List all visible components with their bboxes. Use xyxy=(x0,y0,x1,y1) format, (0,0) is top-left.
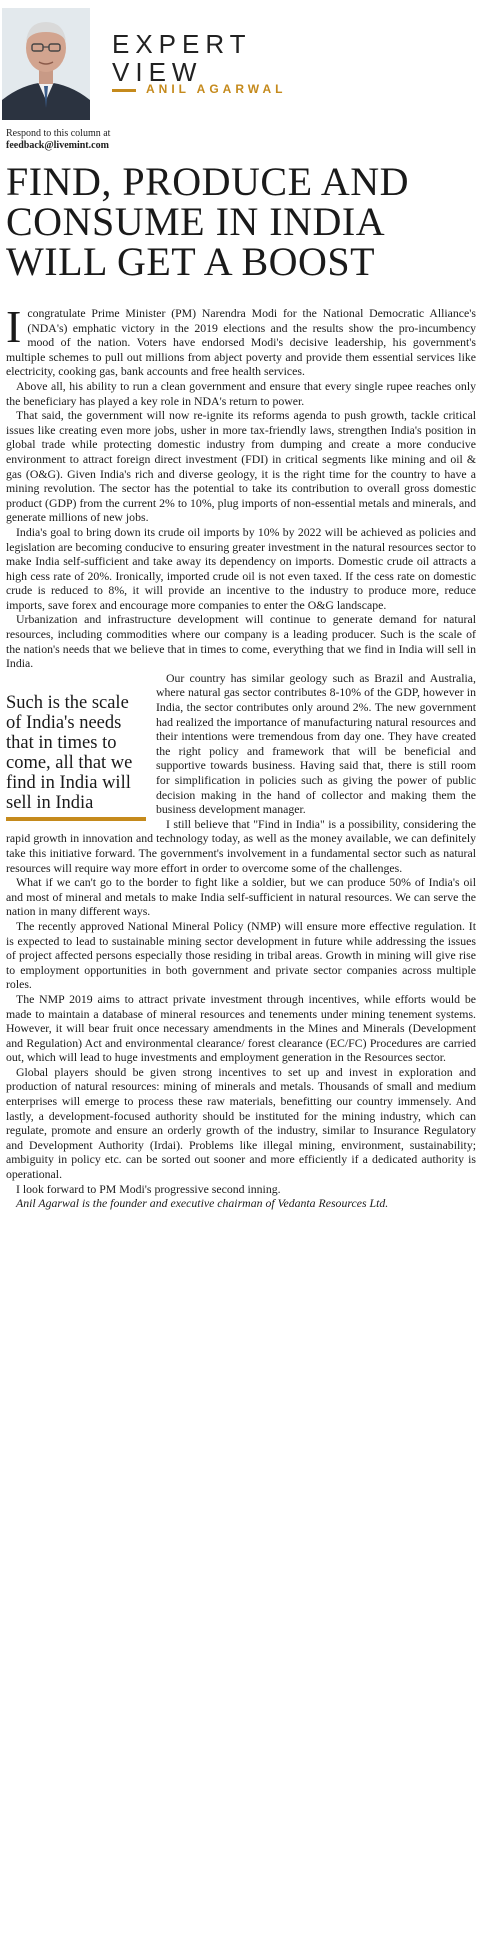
article-paragraph: India's goal to bring down its crude oil imports by 10% by 2022 will be achieved as policies and legislation are becoming conducive to ensuring greater investment in the natural resources sector to make India self-sufficient and take away its dependency on imports. Domestic crude oil attracts a high cess rate of 20%. Ironically, imported crude oil is not even taxed. If the cess rate on domestic crude is reduced to 8%, it will provide an incentive to the industry to produce more, reduce imports, save forex and encourage more companies to enter the O&G landscape. xyxy=(6,524,476,612)
author-portrait-icon xyxy=(2,8,90,120)
article-paragraph: That said, the government will now re-ignite its reforms agenda to push growth, tackle critical issues like creating even more jobs, usher in more tax-friendly laws, strengthen India's position in global trade while protecting domestic industry from dumping and create a more conducive environment to attract foreign direct investment (FDI) in critical segments like mining and oil & gas (O&G). Given India's rich and diverse geology, it is the right time for the country to have a mining revolution. The sector has the potential to take its contribution to overall gross domestic product (GDP) from the current 2% to 10%, plug imports of non-essential metals and minerals, and generate millions of new jobs. xyxy=(6,408,476,525)
feedback-email-link[interactable]: feedback@livemint.com xyxy=(6,140,109,151)
author-signoff: Anil Agarwal is the founder and executive chairman of Vedanta Resources Ltd. xyxy=(16,1196,389,1211)
article-body xyxy=(6,301,476,1211)
headline: FIND, PRODUCE AND CONSUME IN INDIA WILL GET A BOOST xyxy=(6,159,409,284)
respond-note xyxy=(6,128,110,152)
article-paragraph: Urbanization and infrastructure development will continue to generate demand for natural resources, including commodities where our company is a leading producer. Such is the scale of the nation's needs that we believe that in times to come, everything that we find in India will sell in India. xyxy=(6,612,476,671)
kicker-line-2: VIEW xyxy=(112,57,203,87)
respond-text: Respond to this column at xyxy=(6,128,111,139)
pull-quote xyxy=(6,693,146,821)
article-paragraph: I look forward to PM Modi's progressive second inning. xyxy=(16,1181,281,1196)
article-paragraph: Our country has similar geology such as Brazil and Australia, where natural gas sector contributes 8-10% of the GDP, however in India, the sector contributes only around 2%. The new government had realized the importance of manufacturing natural resources and their intentions were tremendous from day one. They have created the right policy and framework that will be beneficial and supportive towards business. Having said that, there is still room for simplification in policies such as giving the power of public decision making in the hand of collector and making them the business development manager. xyxy=(156,670,476,817)
article-paragraph: What if we can't go to the border to fight like a soldier, but we can produce 50% of India's oil and most of mineral and metals to make India self-sufficient in natural resources. We can serve the nation in many different ways. xyxy=(6,875,476,919)
kicker-line-1: EXPERT xyxy=(112,29,252,59)
article-paragraph: The recently approved National Mineral Policy (NMP) will ensure more effective regulation. It is expected to lead to sustainable mining sector development in future while addressing the issues of project affected persons especially those residing in tribal areas. Growth in mining will give rise to employment opportunities in both government and private sector companies across multiple roles. xyxy=(6,918,476,992)
author-name: ANIL AGARWAL xyxy=(146,82,287,96)
accent-rule xyxy=(112,89,136,92)
article-paragraph: Icongratulate Prime Minister (PM) Narendra Modi for the National Democratic Alliance's (NDA's) emphatic victory in the 2019 elections and the results show the pro-incumbency mood of the nation. Voters have endorsed Modi's decisive leadership, his government's multiple schemes to pull out millions from abject poverty and provide them essential services like electricity, cooking gas, bank accounts and free health services. xyxy=(6,301,476,379)
column-header xyxy=(0,0,481,130)
pull-quote-text: Such is the scale of India's needs that in times to come, all that we find in India will sell in India xyxy=(6,692,133,813)
article-paragraph: The NMP 2019 aims to attract private investment through incentives, while efforts would be made to maintain a database of mineral resources and tenements under mining tenement systems. However, it will bear fruit once necessary amendments in the Mines and Minerals (Development and Regulation) Act and environmental clearance/ forest clearance (EC/FC) Procedures are carried out, which will lead to huge investments and employment generation in the Resources sector. xyxy=(6,991,476,1065)
column-kicker xyxy=(112,30,252,86)
drop-cap: I xyxy=(6,301,22,352)
pull-quote-rule xyxy=(6,817,146,821)
article-paragraph: Global players should be given strong incentives to set up and invest in exploration and production of natural resources: mining of minerals and metals. Thousands of small and medium enterprises will emerge to process these raw materials, benefitting our country immensely. And lastly, a development-focused authority should be instituted for the mining industry, which can regulate, promote and ensure an orderly growth of the industry, similar to Insurance Regulatory and Development Authority (Irdai). Problems like illegal mining, environment, sustainability; ambiguity in policy etc. can be sorted out sooner and more efficiently if a dedicated authority is operational. xyxy=(6,1064,476,1182)
article-paragraph: I still believe that "Find in India" is a possibility, considering the rapid growth in innovation and technology today, as well as the money available, we can definitely take this initiative forward. The government's involvement in a fundamental sector such as natural resources will require way more effort in order to overcome some of the challenges. xyxy=(6,816,476,875)
author-photo xyxy=(2,8,90,120)
article-paragraph: Above all, his ability to run a clean government and ensure that every single rupee reaches only the beneficiary has played a key role in NDA's return to power. xyxy=(6,378,476,408)
